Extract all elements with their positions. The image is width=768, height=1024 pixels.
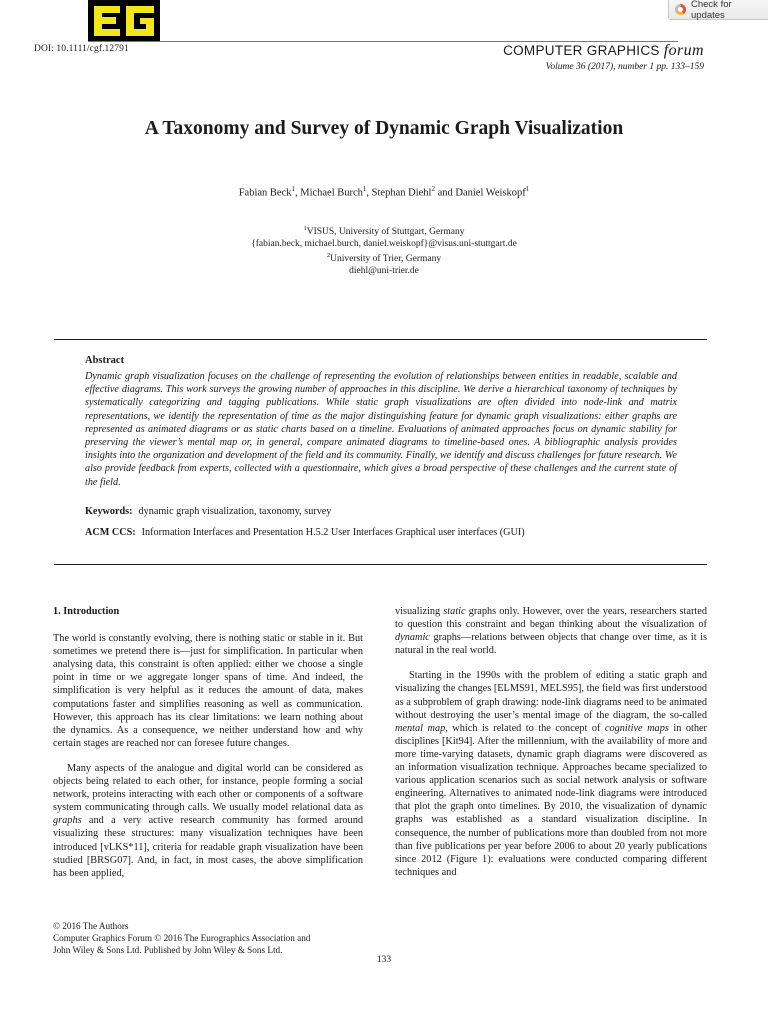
paragraph: The world is constantly evolving, there is nothing static or stable in it. But sometimes we pretend there is—just for simplification. In particular when analysing data, this constraint is often applied: either we choose a single point in time or we aggregate longer spans of time. And indeed, the simplification is very helpful as it reduces the amount of data, makes computations faster and simplifies reasoning as well as communication. However, this approach has its clear limitations: we learn nothing about the dynamics. As a consequence, we neither understand how and why certain stages are reached nor can foresee future changes. (53, 633, 363, 749)
left-column (53, 605, 363, 892)
right-column (395, 605, 707, 891)
crossmark-icon (675, 4, 686, 15)
logo-mark (88, 0, 160, 42)
author-affiliation-mark: 1 (525, 185, 530, 193)
journal-name: COMPUTER GRAPHICS (503, 43, 660, 58)
abstract-heading: Abstract (85, 355, 125, 366)
author-list: Fabian Beck$^1$, Michael Burch$^1$, Stephan Diehl$^2$ and Daniel Weiskopf$^1$ (238, 185, 530, 199)
affiliation-line: $^2$University of Trier, Germany (326, 252, 442, 265)
affiliation-line: diehl@uni-trier.de (349, 266, 419, 277)
paragraph: Many aspects of the analogue and digital world can be considered as objects being related to each other, for instance, people forming a social network, proteins interacting with each other or components of a software system communicating through calls. We usually model relational data as graphs and a very active research community has formed around visualizing these structures: many visualization techniques have been introduced [vLKS*11], criteria for readable graph visualization have been studied [BRSG07]. And, in fact, in most cases, the above simplification has been applied, (53, 762, 363, 879)
affiliation-line: {fabian.beck, michael.burch, daniel.weiskopf}@visus.uni-stuttgart.de (251, 239, 517, 250)
acm-ccs-text: Information Interfaces and Presentation H.5.2 User Interfaces Graphical user interfaces (GUI) (141, 527, 525, 538)
keywords (85, 506, 331, 517)
copyright-line: © 2016 The Authors (53, 921, 129, 931)
copyright-line: John Wiley & Sons Ltd. Published by John Wiley & Sons Ltd. (53, 944, 283, 955)
doi: DOI: 10.1111/cgf.12791 (34, 44, 129, 54)
author-name: Fabian Beck (238, 187, 292, 199)
paper-title: A Taxonomy and Survey of Dynamic Graph Visualization (144, 118, 624, 139)
keywords-label: Keywords: (85, 506, 133, 517)
abstract-top-rule (54, 339, 707, 340)
author-name: Michael Burch (300, 187, 363, 199)
keywords-text: dynamic graph visualization, taxonomy, survey (138, 506, 332, 517)
author-name: Daniel Weiskopf (455, 187, 526, 199)
paragraph: Starting in the 1990s with the problem of editing a static graph and visualizing the changes [ELMS91, MELS95], the field was first understood as a subproblem of graph drawing: node-link diagrams need to be animated without destroying the user’s mental image of the diagram, the so-called mental map, which is related to the concept of cognitive maps in other disciplines [Kit94]. After the millennium, with the availability of more and more time-varying datasets, dynamic graph diagrams were discovered as an information visualization technique. Approaches became specialized to various application scenarios such as social network analysis or software engineering. Alternatives to animated node-link diagrams were introduced that plot the graph onto timelines. By 2010, the visualization of dynamic graphs was established as a standard visualization discipline. In consequence, the number of publications more than doubled from not more than five publications per year before 2006 to about 20 yearly publications since 2012 (Figure 1): evaluations were conducted comparing different techniques and (395, 670, 707, 878)
journal-forum: forum (663, 42, 704, 59)
affiliations (0, 223, 768, 277)
abstract-bottom-rule (54, 564, 707, 565)
check-for-updates-label: Check for updates (691, 0, 732, 21)
author-affiliation-mark: 2 (431, 185, 435, 193)
volume-info: Volume 36 (2017), number 1 pp. 133–159 (545, 62, 704, 72)
copyright-line: Computer Graphics Forum © 2016 The Eurographics Association and (53, 932, 311, 943)
acm-ccs-label: ACM CCS: (85, 527, 136, 538)
abstract-text: Dynamic graph visualization focuses on the challenge of representing the evolution of relationships between entities in readable, scalable and effective diagrams. This work surveys the growing number of approaches in this discipline. We derive a hierarchical taxonomy of techniques by systematically categorizing and tagging publications. While static graph visualizations are often divided into node-link and matrix representations, we identify the representation of time as the major distinguishing feature for dynamic graph visualizations: either graphs are represented as animated diagrams or as static charts based on a timeline. Evaluations of animated approaches focus on dynamic stability for preserving the viewer’s mental map or, in general, compare animated diagrams to timeline-based ones. A bibliographic analysis provides insights into the organization and development of the field and its community. Finally, we identify and discuss challenges for future research. We also provide feedback from experts, collected with a questionnaire, which gives a broad perspective of these challenges and the current state of the field. (85, 371, 677, 488)
journal-title (503, 42, 704, 60)
eurographics-logo (88, 0, 160, 42)
acm-ccs (85, 527, 525, 538)
copyright-footer (53, 921, 310, 956)
author-affiliation-mark: 1 (362, 185, 367, 193)
author-name: Stephan Diehl (371, 187, 432, 199)
paragraph: visualizing static graphs only. However, over the years, researchers started to question this constraint and began thinking about the visualization of dynamic graphs—relations between objects that change over time, as it is natural in the real world. (395, 606, 707, 657)
author-affiliation-mark: 1 (291, 185, 295, 193)
page-number: 133 (376, 955, 392, 965)
check-for-updates-button[interactable] (668, 0, 768, 20)
affiliation-line: $^1$VISUS, University of Stuttgart, Germany (303, 225, 465, 238)
section-heading: 1. Introduction (53, 606, 120, 617)
